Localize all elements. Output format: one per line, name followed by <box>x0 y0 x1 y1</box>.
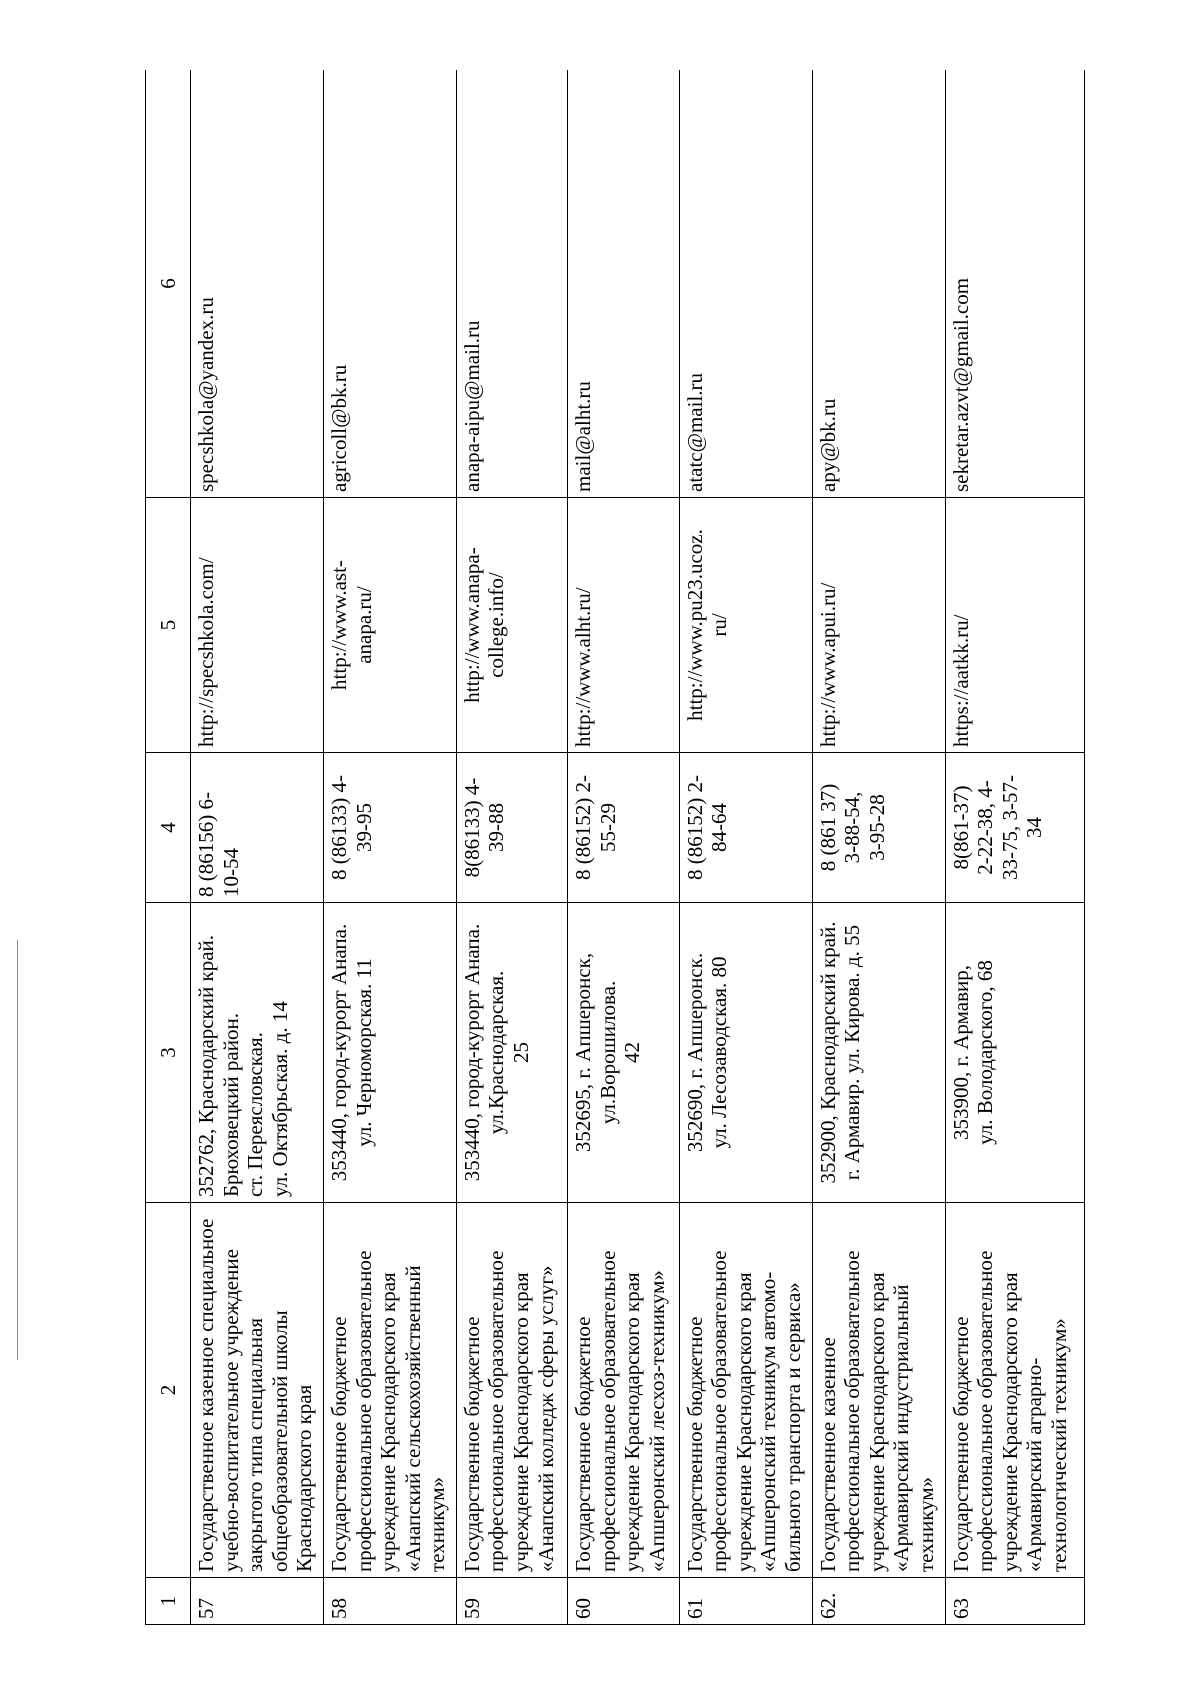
header-col-4: 4 <box>146 753 191 903</box>
row-number: 62. <box>812 1578 945 1625</box>
header-col-1: 1 <box>146 1578 191 1625</box>
table-row <box>945 70 1084 1625</box>
institution-name: Государственное казенное профессиональное образовательное учреждение Краснодарского края «Армавирский индустриальный техникум» <box>812 1203 945 1578</box>
institution-email[interactable]: apy@bk.ru <box>812 70 945 498</box>
header-row <box>146 70 191 1625</box>
institution-email[interactable]: mail@alht.ru <box>568 70 679 498</box>
institution-name: Государственное бюджетное профессиональное образовательное учреждение Краснодарского края «Армавирский аграрно- технологический техникум» <box>945 1203 1084 1578</box>
institution-address: 352762, Краснодарский край. Брюховецкий район. ст. Переясловская. ул. Октябрьская. д. 14 <box>191 903 324 1203</box>
institution-email[interactable]: atatc@mail.ru <box>679 70 812 498</box>
rotated-table-wrapper <box>145 70 1085 1625</box>
table-row <box>568 70 679 1625</box>
institution-phone: 8 (86133) 4- 39-95 <box>323 753 456 903</box>
institution-email[interactable]: specshkola@yandex.ru <box>191 70 324 498</box>
institution-website[interactable]: http://www.anapa- college.info/ <box>456 498 567 753</box>
institution-website[interactable]: http://www.ast- anapa.ru/ <box>323 498 456 753</box>
institution-address: 353440, город-курорт Анапа. ул.Краснодарская. 25 <box>456 903 567 1203</box>
institution-name: Государственное бюджетное профессиональное образовательное учреждение Краснодарского края «Анапский сельскохозяйственный техникум» <box>323 1203 456 1578</box>
table-row <box>191 70 324 1625</box>
table-row <box>323 70 456 1625</box>
institution-address: 352695, г. Апшеронск, ул.Ворошилова. 42 <box>568 903 679 1203</box>
institution-name: Государственное бюджетное профессиональное образовательное учреждение Краснодарского края «Апшеронский лесхоз-техникум» <box>568 1203 679 1578</box>
institution-phone: 8 (86152) 2- 55-29 <box>568 753 679 903</box>
institution-website[interactable]: http://www.pu23.ucoz. ru/ <box>679 498 812 753</box>
table-row <box>679 70 812 1625</box>
row-number: 57 <box>191 1578 324 1625</box>
institution-phone: 8 (86152) 2- 84-64 <box>679 753 812 903</box>
institution-name: Государственное казенное специальное учебно-воспитательное учреждение закрытого типа специальная общеобразовательной школы Краснодарского края <box>191 1203 324 1578</box>
table-row <box>812 70 945 1625</box>
document-page <box>145 70 1085 1625</box>
institutions-table <box>145 70 1085 1625</box>
institution-website[interactable]: https://aatkk.ru/ <box>945 498 1084 753</box>
institution-address: 352900, Краснодарский край. г. Армавир. ул. Кирова. д. 55 <box>812 903 945 1203</box>
institution-email[interactable]: sekretar.azvt@gmail.com <box>945 70 1084 498</box>
institution-email[interactable]: anapa-aipu@mail.ru <box>456 70 567 498</box>
header-col-6: 6 <box>146 70 191 498</box>
row-number: 60 <box>568 1578 679 1625</box>
row-number: 58 <box>323 1578 456 1625</box>
institution-address: 353900, г. Армавир, ул. Володарского, 68 <box>945 903 1084 1203</box>
institution-address: 353440, город-курорт Анапа. ул. Черноморская. 11 <box>323 903 456 1203</box>
institution-website[interactable]: http://specshkola.com/ <box>191 498 324 753</box>
header-col-3: 3 <box>146 903 191 1203</box>
institution-phone: 8 (861 37) 3-88-54, 3-95-28 <box>812 753 945 903</box>
header-col-2: 2 <box>146 1203 191 1578</box>
institution-phone: 8 (86156) 6- 10-54 <box>191 753 324 903</box>
row-number: 61 <box>679 1578 812 1625</box>
margin-rule <box>17 940 18 1360</box>
institution-website[interactable]: http://www.apui.ru/ <box>812 498 945 753</box>
header-col-5: 5 <box>146 498 191 753</box>
institution-email[interactable]: agricoll@bk.ru <box>323 70 456 498</box>
table-row <box>456 70 567 1625</box>
institution-phone: 8(861-37) 2-22-38, 4- 33-75, 3-57- 34 <box>945 753 1084 903</box>
institution-name: Государственное бюджетное профессиональное образовательное учреждение Краснодарского края «Анапский колледж сферы услуг» <box>456 1203 567 1578</box>
institution-address: 352690, г. Апшеронск. ул. Лесозаводская. 80 <box>679 903 812 1203</box>
institution-phone: 8(86133) 4- 39-88 <box>456 753 567 903</box>
row-number: 59 <box>456 1578 567 1625</box>
institution-name: Государственное бюджетное профессиональное образовательное учреждение Краснодарского края «Апшеронский техникум автомо- бильного транспорта и сервиса» <box>679 1203 812 1578</box>
row-number: 63 <box>945 1578 1084 1625</box>
institution-website[interactable]: http://www.alht.ru/ <box>568 498 679 753</box>
